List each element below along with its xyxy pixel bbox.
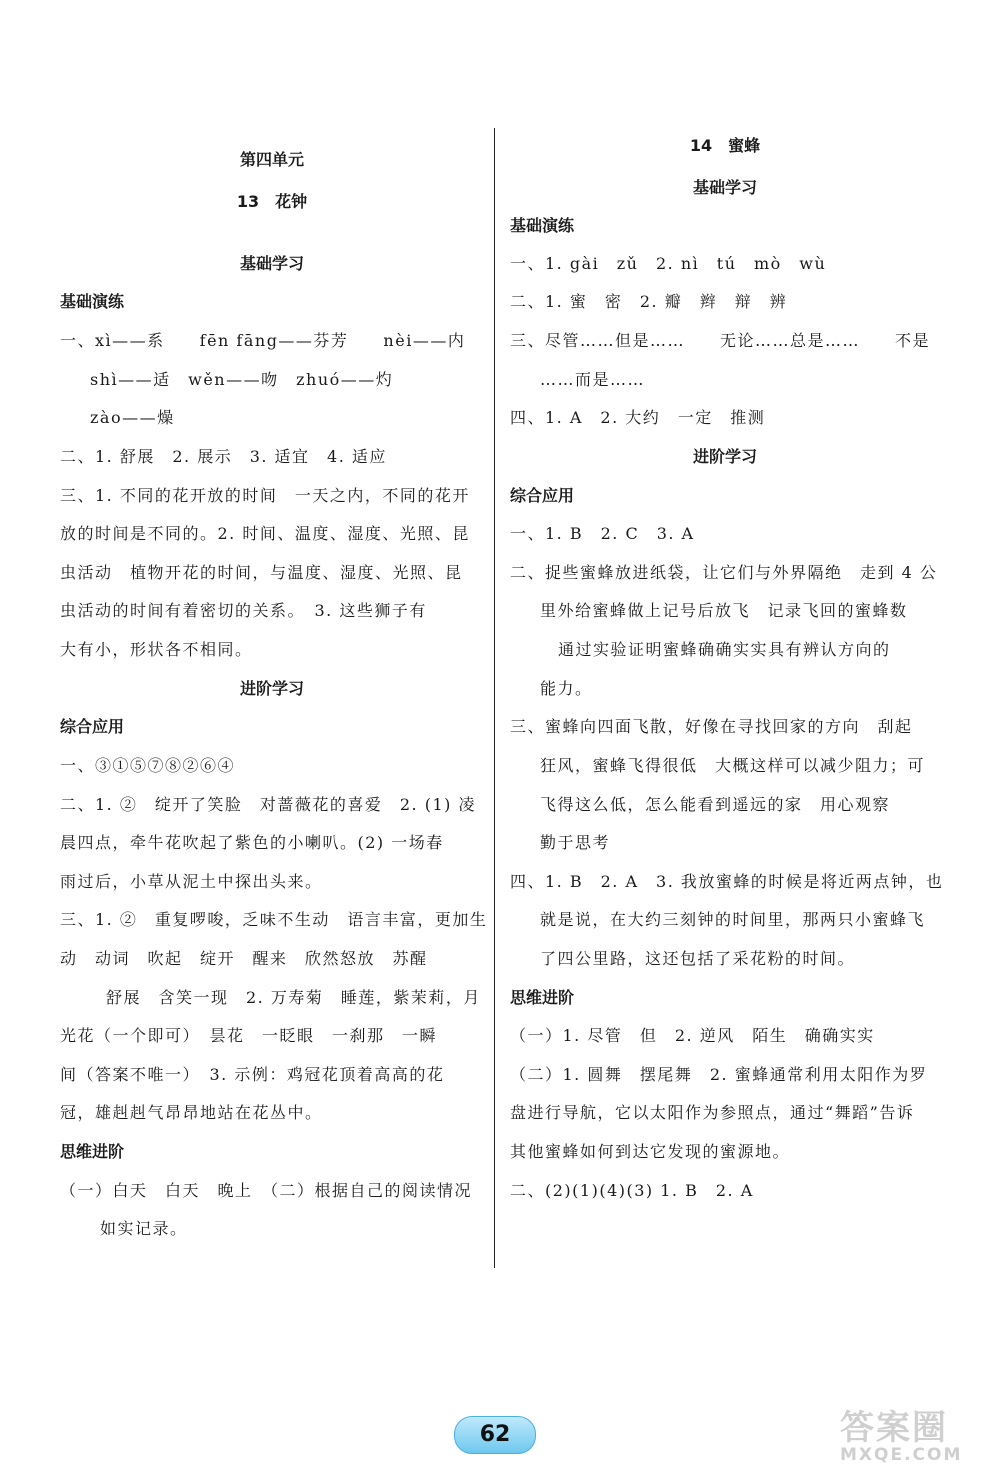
answer-line: 动 动词 吹起 绽开 醒来 欣然怒放 苏醒 xyxy=(60,949,428,968)
subsection-heading: 基础演练 xyxy=(510,216,575,235)
answer-line: 间（答案不唯一） 3. 示例：鸡冠花顶着高高的花 xyxy=(60,1065,445,1084)
subsection-heading: 思维进阶 xyxy=(510,988,575,1007)
page-number: 62 xyxy=(454,1416,536,1454)
answer-line: （二）1. 圆舞 摆尾舞 2. 蜜蜂通常利用太阳作为罗 xyxy=(510,1065,928,1084)
answer-line: 光花（一个即可） 昙花 一眨眼 一刹那 一瞬 xyxy=(60,1026,438,1045)
unit-title: 第四单元 xyxy=(239,150,304,169)
answer-line: 三、尽管……但是…… 无论……总是…… 不是 xyxy=(510,331,931,350)
answer-line: 狂风，蜜蜂飞得很低 大概这样可以减少阻力；可 xyxy=(540,756,926,775)
subsection-heading: 综合应用 xyxy=(510,486,575,505)
answer-line: 勤于思考 xyxy=(540,833,611,852)
answer-line: ……而是…… xyxy=(540,370,646,389)
answer-line: 盘进行导航，它以太阳作为参照点，通过“舞蹈”告诉 xyxy=(510,1103,915,1122)
answer-line: shì——适 wěn——吻 zhuó——灼 xyxy=(90,370,394,389)
answer-line: 舒展 含笑一现 2. 万寿菊 睡莲，紫茉莉，月 xyxy=(106,988,481,1007)
section-heading: 进阶学习 xyxy=(239,679,304,698)
answer-line: 其他蜜蜂如何到达它发现的蜜源地。 xyxy=(510,1142,791,1161)
section-heading: 进阶学习 xyxy=(692,447,757,466)
lesson-title: 14 蜜蜂 xyxy=(689,136,761,155)
watermark-text: 答案圈 xyxy=(840,1408,948,1448)
answer-line: 三、1. 不同的花开放的时间 一天之内，不同的花开 xyxy=(60,486,470,505)
answer-line: 一、1. B 2. C 3. A xyxy=(510,524,695,543)
answer-line: 通过实验证明蜜蜂确确实实具有辨认方向的 xyxy=(558,640,891,659)
answer-line: 一、xì——系 fēn fāng——芬芳 nèi——内 xyxy=(60,331,466,350)
answer-line: 二、1. 蜜 密 2. 瓣 辫 辩 辨 xyxy=(510,292,788,311)
answer-line: 晨四点，牵牛花吹起了紫色的小喇叭。(2) 一场春 xyxy=(60,833,444,852)
answer-line: 虫活动 植物开花的时间，与温度、湿度、光照、昆 xyxy=(60,563,463,582)
answer-line: 里外给蜜蜂做上记号后放飞 记录飞回的蜜蜂数 xyxy=(540,601,908,620)
answer-line: 二、1. ② 绽开了笑脸 对蔷薇花的喜爱 2. (1) 凌 xyxy=(60,795,476,814)
answer-line: 一、1. gài zǔ 2. nì tú mò wù xyxy=(510,254,827,273)
answer-line: （一）1. 尽管 但 2. 逆风 陌生 确确实实 xyxy=(510,1026,875,1045)
answer-line: 二、捉些蜜蜂放进纸袋，让它们与外界隔绝 走到 4 公 xyxy=(510,563,938,582)
answer-line: 放的时间是不同的。2. 时间、温度、湿度、光照、昆 xyxy=(60,524,470,543)
section-heading: 基础学习 xyxy=(239,254,304,273)
answer-line: 就是说，在大约三刻钟的时间里，那两只小蜜蜂飞 xyxy=(540,910,926,929)
answer-line: 飞得这么低，怎么能看到遥远的家 用心观察 xyxy=(540,795,891,814)
answer-line: zào——燥 xyxy=(90,408,175,427)
column-divider xyxy=(494,128,495,1268)
watermark-domain: MXQE.COM xyxy=(840,1445,963,1465)
answer-line: （一）白天 白天 晚上 （二）根据自己的阅读情况 xyxy=(60,1181,473,1200)
answer-line: 如实记录。 xyxy=(100,1219,188,1238)
subsection-heading: 思维进阶 xyxy=(60,1142,125,1161)
answer-line: 冠，雄赳赳气昂昂地站在花丛中。 xyxy=(60,1103,323,1122)
answer-line: 二、(2)(1)(4)(3) 1. B 2. A xyxy=(510,1181,754,1200)
answer-line: 一、③①⑤⑦⑧②⑥④ xyxy=(60,756,236,775)
section-heading: 基础学习 xyxy=(692,178,757,197)
answer-line: 四、1. B 2. A 3. 我放蜜蜂的时候是将近两点钟，也 xyxy=(510,872,944,891)
answer-line: 三、1. ② 重复啰唆，乏味不生动 语言丰富，更加生 xyxy=(60,910,488,929)
answer-line: 虫活动的时间有着密切的关系。 3. 这些狮子有 xyxy=(60,601,427,620)
answer-line: 了四公里路，这还包括了采花粉的时间。 xyxy=(540,949,856,968)
answer-line: 三、蜜蜂向四面飞散，好像在寻找回家的方向 刮起 xyxy=(510,717,913,736)
subsection-heading: 综合应用 xyxy=(60,717,125,736)
subsection-heading: 基础演练 xyxy=(60,292,125,311)
answer-line: 雨过后，小草从泥土中探出头来。 xyxy=(60,872,323,891)
lesson-title: 13 花钟 xyxy=(236,192,308,211)
answer-line: 四、1. A 2. 大约 一定 推测 xyxy=(510,408,766,427)
answer-line: 能力。 xyxy=(540,679,593,698)
answer-line: 二、1. 舒展 2. 展示 3. 适宜 4. 适应 xyxy=(60,447,387,466)
answer-line: 大有小，形状各不相同。 xyxy=(60,640,253,659)
